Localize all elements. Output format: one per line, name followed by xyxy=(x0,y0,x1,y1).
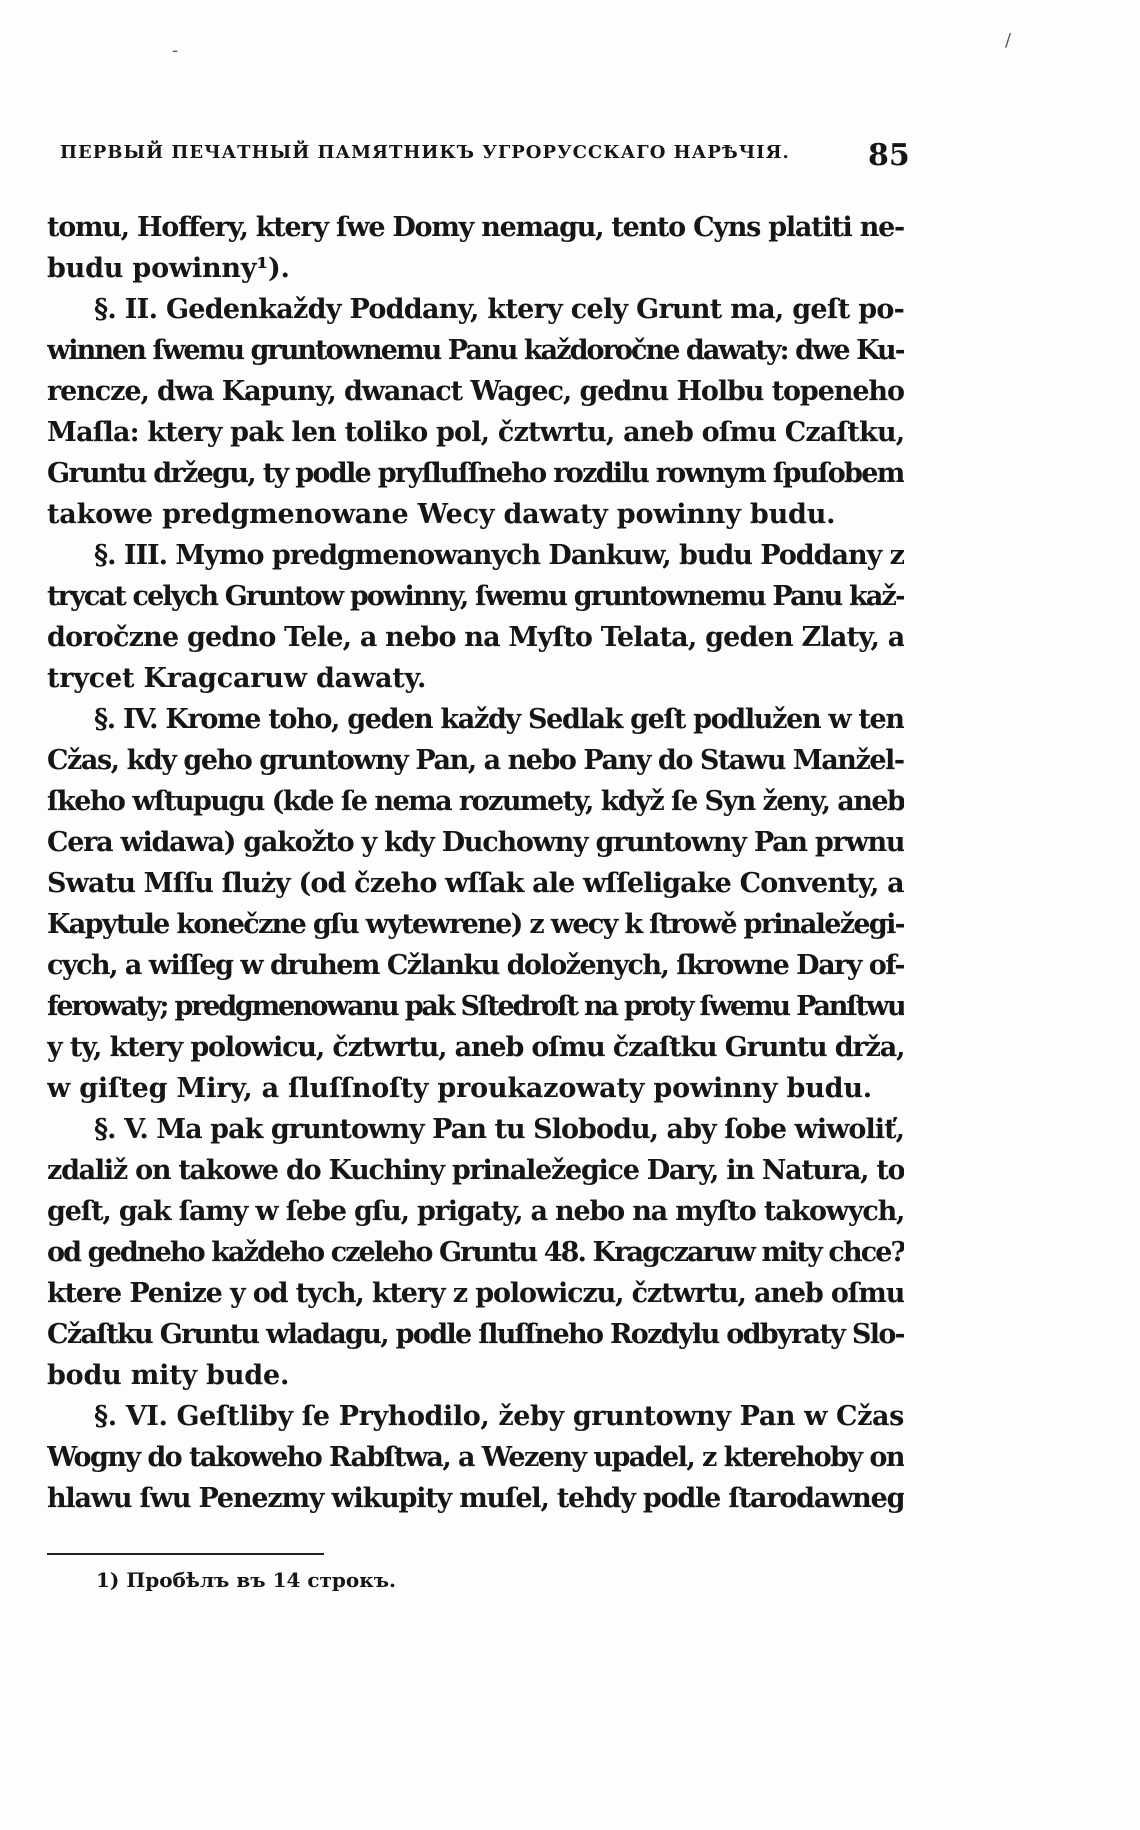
footnote-divider xyxy=(47,1553,324,1555)
text-line: takowe predgmenowane Wecy dawaty powinny budu. xyxy=(47,499,836,530)
text-line: od gedneho každeho czeleho Gruntu 48. Kragczaruw mity chce? xyxy=(47,1237,904,1268)
text-line: trycet Kragcaruw dawaty. xyxy=(47,663,427,694)
text-line: trycat celych Gruntow powinny, ſwemu gruntownemu Panu kaž- xyxy=(47,581,904,612)
text-line: Maſla: ktery pak len toliko pol, čztwrtu, aneb oſmu Czaſtku, xyxy=(47,417,904,448)
text-line: ſkeho wſtupugu (kde ſe nema rozumety, když ſe Syn ženy, aneb xyxy=(47,786,904,817)
text-line: Cera widawa) gakožto y kdy Duchowny gruntowny Pan prwnu xyxy=(47,827,904,858)
text-line: Cžaſtku Gruntu wladagu, podle ſluſſneho Rozdylu odbyraty Slo- xyxy=(47,1319,904,1350)
text-line: w giſteg Miry, a ſluſſnoſty proukazowaty powinny budu. xyxy=(47,1073,872,1104)
running-title: ПЕРВЫЙ ПЕЧАТНЫЙ ПАМЯТНИКЪ УГРОРУССКАГО НАРѢЧІЯ. xyxy=(60,142,790,163)
page-number: 85 xyxy=(868,138,910,173)
text-line: Cžas, kdy geho gruntowny Pan, a nebo Pany do Stawu Manžel- xyxy=(47,745,904,776)
text-line: cych, a wiſſeg w druhem Cžlanku doloženych, ſkrowne Dary of- xyxy=(47,950,904,981)
text-line: rencze, dwa Kapuny, dwanact Wagec, gednu Holbu topeneho xyxy=(47,376,904,407)
text-line: winnen ſwemu gruntownemu Panu každoročne dawaty: dwe Ku- xyxy=(47,335,904,366)
text-line: hlawu ſwu Penezmy wikupity muſel, tehdy podle ſtarodawneg xyxy=(47,1483,904,1514)
text-line: ferowaty; predgmenowanu pak Sſtedroſt na proty ſwemu Panſtwu xyxy=(47,991,904,1022)
paragraph-section-2-start: §. II. Gedenkaždy Poddany, ktery cely Grunt ma, geſt po- xyxy=(94,294,904,325)
text-line: Kapytule konečzne gſu wytewrene) z wecy k ſtrowě prinaležegi- xyxy=(47,909,904,940)
footnote: 1) Пробѣлъ въ 14 строкъ. xyxy=(96,1568,396,1592)
paragraph-section-5-start: §. V. Ma pak gruntowny Pan tu Slobodu, aby ſobe wiwoliť, xyxy=(94,1114,904,1145)
paragraph-section-6-start: §. VI. Geſtliby ſe Pryhodilo, žeby gruntowny Pan w Cžas xyxy=(94,1401,904,1432)
paragraph-section-3-start: §. III. Mymo predgmenowanych Dankuw, budu Poddany z xyxy=(94,540,904,571)
text-line: tomu, Hoffery, ktery ſwe Domy nemagu, tento Cyns platiti ne- xyxy=(47,212,904,243)
text-line: y ty, ktery polowicu, čztwrtu, aneb oſmu čzaſtku Gruntu drža, xyxy=(47,1032,904,1063)
speck-mark: - xyxy=(172,40,179,61)
paragraph-section-4-start: §. IV. Krome toho, geden každy Sedlak geſt podlužen w ten xyxy=(94,704,904,735)
text-line: Swatu Mſſu ſluży (od čzeho wſſak ale wſſeligake Conventy, a xyxy=(47,868,904,899)
text-line: doročzne gedno Tele, a nebo na Myſto Telata, geden Zlaty, a xyxy=(47,622,904,653)
text-line: ktere Penize y od tych, ktery z polowiczu, čztwrtu, aneb oſmu xyxy=(47,1278,904,1309)
text-line: Wogny do takoweho Rabſtwa, a Wezeny upadel, z kterehoby on xyxy=(47,1442,904,1473)
text-line: geſt, gak ſamy w ſebe gſu, prigaty, a nebo na myſto takowych, xyxy=(47,1196,904,1227)
text-line: zdaliž on takowe do Kuchiny prinaležegice Dary, in Natura, to xyxy=(47,1155,904,1186)
text-line: bodu mity bude. xyxy=(47,1360,290,1391)
body-text xyxy=(47,207,904,1519)
text-line: Gruntu držegu, ty podle pryſluſſneho rozdilu rownym ſpuſobem xyxy=(47,458,904,489)
text-line: budu powinny¹). xyxy=(47,253,290,284)
speck-mark: / xyxy=(1005,30,1012,51)
